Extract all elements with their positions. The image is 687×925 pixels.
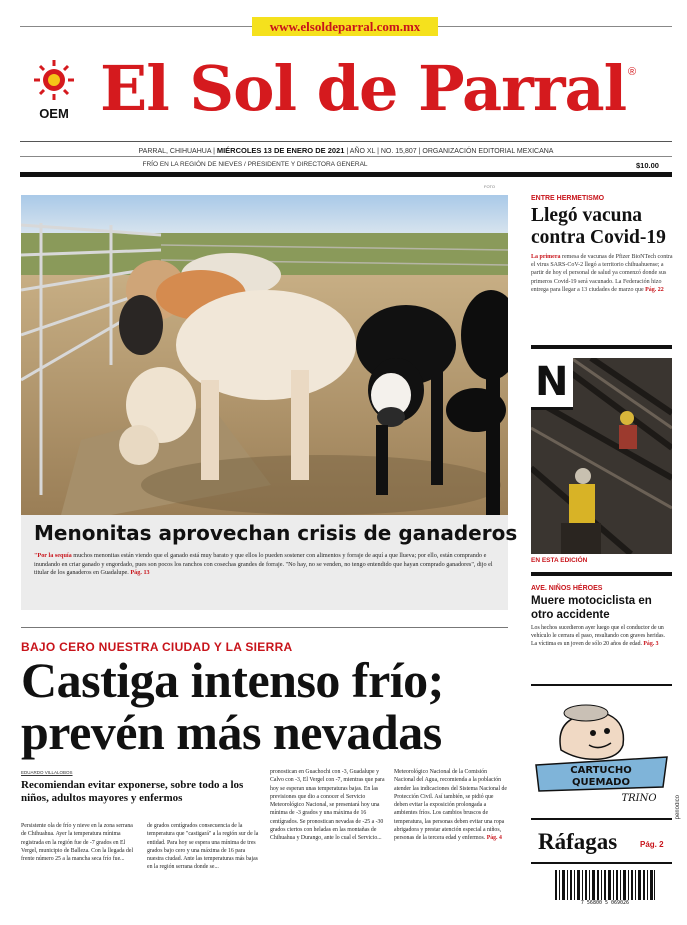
lead-story-lead-in: "Por la sequía <box>34 552 72 559</box>
main-headline-line-1: Castiga intenso frío; <box>21 652 444 708</box>
right-column-rule <box>531 684 672 686</box>
meta-location: PARRAL, CHIHUAHUA <box>138 148 212 155</box>
meta-rule <box>20 141 672 142</box>
edition-meta-line: PARRAL, CHIHUAHUA | MIÉRCOLES 13 DE ENERO DE 2021 | AÑO XL | NO. 15,807 | ORGANIZACIÓN EDITORIAL MEXICANA <box>138 146 554 155</box>
rafagas-rule <box>531 862 672 864</box>
meta-number: NO. 15,807 <box>380 148 417 155</box>
right-column-rule <box>531 345 672 349</box>
meta-organization: ORGANIZACIÓN EDITORIAL MEXICANA <box>422 148 554 155</box>
main-story-page-ref[interactable]: Pág. 4 <box>486 835 502 842</box>
main-story-column-3: pronostican en Guachochi con -3, Guadalupe y Calvo con -3, El Vergel con -7, mientras que para hoy se esperan unas temperaturas bajas. En las previsiones que dio a conocer el Servicio Meteorológico Nacional, se presentará hoy una mínima de -3 grados y una máxima de 16 centígrados. Se pronostican nevadas de -25 a -30 grados ciertos con heladas en las montañas de Chihuahua y Durango, ante lo cual el Servicio... <box>270 769 385 842</box>
masthead-bottom-rule <box>20 172 672 177</box>
rafagas-title[interactable]: Ráfagas <box>538 829 618 854</box>
main-headline-line-2: prevén más nevadas <box>21 704 442 760</box>
cartucho-quemado-cartoon[interactable] <box>531 695 672 807</box>
vacuna-lead-in: La primera <box>531 254 561 260</box>
section-rule <box>21 627 508 628</box>
lead-story-headline[interactable]: Menonitas aprovechan crisis de ganaderos <box>34 521 518 545</box>
cartoon-label-2: QUEMADO <box>572 777 630 788</box>
main-story-deck: Recomiendan evitar exponerse, sobre todo a los niños, adultos mayores y enfermos <box>21 779 244 804</box>
right-column-rule <box>531 572 672 576</box>
moto-kicker: AVE. NIÑOS HÉROES <box>531 585 603 592</box>
meta-rule <box>20 156 672 157</box>
vacuna-kicker: ENTRE HERMETISMO <box>531 195 605 202</box>
lead-story-page-ref[interactable]: Pág. 13 <box>130 569 150 577</box>
vacuna-headline[interactable]: Llegó vacuna contra Covid-19 <box>531 205 666 248</box>
side-vertical-text: periodico <box>675 795 681 820</box>
byline: EDUARDO VILLALOBOS <box>21 770 73 775</box>
meta-date: MIÉRCOLES 13 DE ENERO DE 2021 <box>216 146 345 155</box>
main-story-column-4-text: Meteorológico Nacional de la Comisión Nacional del Agua, recomienda a la población atender las indicaciones del Sistema Nacional de Protección Civil. Así también, se pidió que deben evitar la exposición prolongada a ambientes fríos. Los cambios bruscos de temperatura, las personas deben evitar una ropa abrigadora y prestar atención especial a niños, personas de la tercera edad y enfermos. <box>394 769 507 842</box>
lead-story-body <box>34 552 496 578</box>
photo-credit: FOTO <box>484 184 496 189</box>
cartoon-signature: TRINO <box>621 793 657 804</box>
n-section-letter: N <box>531 358 573 410</box>
main-story-kicker: BAJO CERO NUESTRA CIUDAD Y LA SIERRA <box>21 640 293 654</box>
moto-body <box>531 624 672 648</box>
edition-meta-line-2: FRÍO EN LA REGIÓN DE NIEVES / PRESIDENTE Y DIRECTORA GENERAL <box>142 161 368 168</box>
meta-year: AÑO XL <box>349 148 376 155</box>
price: $10.00 <box>636 161 659 170</box>
oem-logo <box>28 56 84 126</box>
cartoon-label-1: CARTUCHO <box>570 765 632 776</box>
rafagas-page-ref[interactable]: Pág. 2 <box>640 840 664 849</box>
moto-page-ref[interactable]: Pág. 3 <box>643 641 659 648</box>
registered-mark: ® <box>628 66 637 78</box>
barcode-number: 7 56800 5 069026 <box>580 900 630 906</box>
vacuna-page-ref[interactable]: Pág. 22 <box>645 286 664 293</box>
lead-story-text: muchos menonitas están viendo que el ganado está muy barato y que ellos lo pueden sostener con alimentos y forraje de aquí a que llueva; por ello, están comprando e inundando en criar ganado y engordado, pues son pocos los ranchos con cosechas grandes de forraje. "No hay, no se venden, no tengo entendido que hayan comprado ganadores", dijo el titular de los ganaderos en Guadalupe. <box>34 552 493 577</box>
vacuna-body <box>531 253 673 294</box>
main-story-column-1: Persistente ola de frío y nieve en la zona serrana de Chihuahua. Ayer la temperatura mínima registrada en la región fue de -7 grados en El Vergel, municipio de Balleza. Con la llegada del frente número 25 a la mancha seca frío fue... <box>21 823 134 863</box>
website-url-badge[interactable]: www.elsoldeparral.com.mx <box>252 17 438 36</box>
oem-logo-text: OEM <box>39 106 69 121</box>
moto-headline[interactable]: Muere motociclista en otro accidente <box>531 595 652 621</box>
rafagas-rule <box>531 818 672 820</box>
vacuna-text: remesa de vacunas de Pfizer BioNTech contra el virus SARS-CoV-2 llegó a territorio chihuahuense; a partir de hoy el personal de salud ya comenzó donde sus primeros Covid-19 será vacunado. La Federación hizo entrega para llegar a 13 ciudades de marzo que <box>531 254 673 293</box>
main-story-column-2: de grados centígrados consecuencia de la temperatura que "castigará" a la región sur de la entidad. Para hoy se espera una mínima de tres grados bajo cero y una máxima de 16 para nuestra ciudad. Ante las temperaturas más bajas en la región serrana donde se... <box>147 823 259 871</box>
main-story-headline[interactable] <box>21 654 508 758</box>
newspaper-title: El Sol de Parral <box>100 52 627 125</box>
en-esta-edicion-label: EN ESTA EDICIÓN <box>531 557 588 564</box>
cattle-photo[interactable] <box>21 195 508 515</box>
moto-text: Los hechos sucedieron ayer luego que el conductor de un vehículo le cerrara el paso, resultando con graves heridas. La víctima es un joven de sólo 20 años de edad. <box>531 625 665 648</box>
main-story-column-4 <box>394 768 508 843</box>
